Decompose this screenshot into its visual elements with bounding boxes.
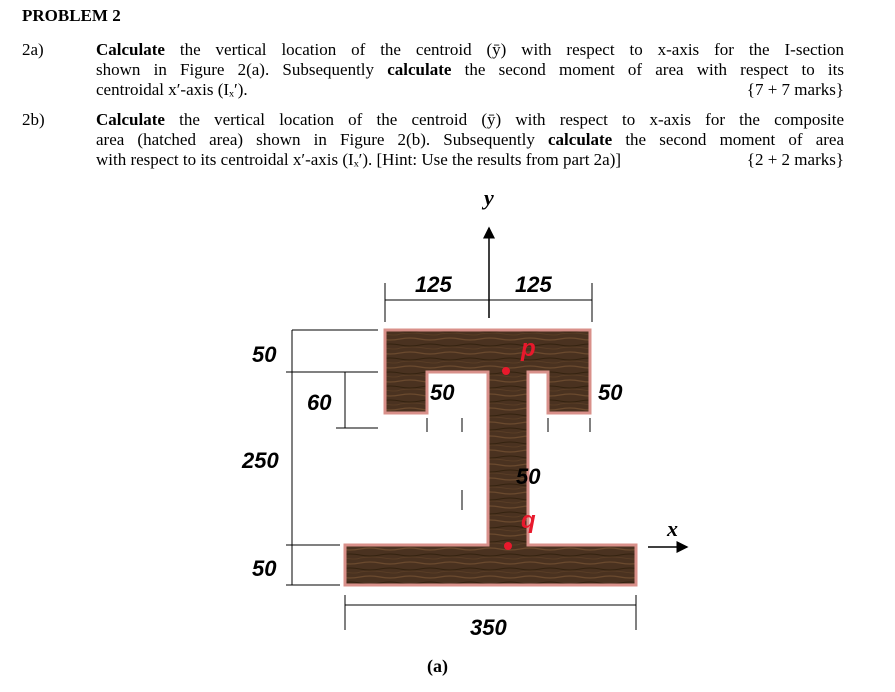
- part-b-line3: with respect to its centroidal x′-axis (Iₓ′). [Hint: Use the results from part 2a)]: [96, 150, 622, 169]
- point-p-label: p: [521, 335, 536, 362]
- x-axis-label: x: [667, 516, 678, 541]
- dim-left-60: 60: [307, 390, 332, 415]
- dim-left-250: 250: [242, 448, 279, 473]
- point-q-marker: [504, 542, 512, 550]
- part-a-line2b: the second moment of area with respect to its: [451, 60, 844, 79]
- part-a-line1: the vertical location of the centroid (ȳ) with respect to x-axis for the I-section: [164, 40, 844, 59]
- part-a-line2a: shown in Figure 2(a). Subsequently: [96, 60, 388, 79]
- part-b-line1: the vertical location of the centroid (ȳ) with respect to x-axis for the composite: [164, 110, 844, 129]
- dim-inner-50-right: 50: [598, 380, 623, 405]
- part-a-line3: centroidal x′-axis (Iₓ′).: [96, 80, 248, 99]
- part-a-keyword-2: calculate: [387, 60, 452, 79]
- point-q-label: q: [521, 507, 536, 534]
- dim-web-50: 50: [516, 464, 541, 489]
- part-b-marks: {2 + 2 marks}: [746, 150, 844, 169]
- part-a-keyword-1: Calculate: [96, 40, 165, 59]
- dim-left-50-top: 50: [252, 342, 277, 367]
- part-b-keyword-1: Calculate: [96, 110, 165, 129]
- part-a-number: 2a): [22, 40, 44, 59]
- dim-top-right: 125: [515, 272, 552, 297]
- problem-title: PROBLEM 2: [22, 6, 121, 25]
- part-b-line2b: the second moment of area: [612, 130, 844, 149]
- dim-inner-50-left: 50: [430, 380, 455, 405]
- dim-top-left: 125: [415, 272, 452, 297]
- figure-caption: (a): [427, 656, 448, 676]
- part-a-marks: {7 + 7 marks}: [746, 80, 844, 99]
- part-b-keyword-2: calculate: [548, 130, 613, 149]
- point-p-marker: [502, 367, 510, 375]
- section-shape: [345, 330, 636, 585]
- dim-left-50-bottom: 50: [252, 556, 277, 581]
- y-axis-label: y: [484, 185, 494, 210]
- dim-bottom-350: 350: [470, 615, 507, 640]
- part-b-line2a: area (hatched area) shown in Figure 2(b). Subsequently: [96, 130, 548, 149]
- part-b-number: 2b): [22, 110, 45, 129]
